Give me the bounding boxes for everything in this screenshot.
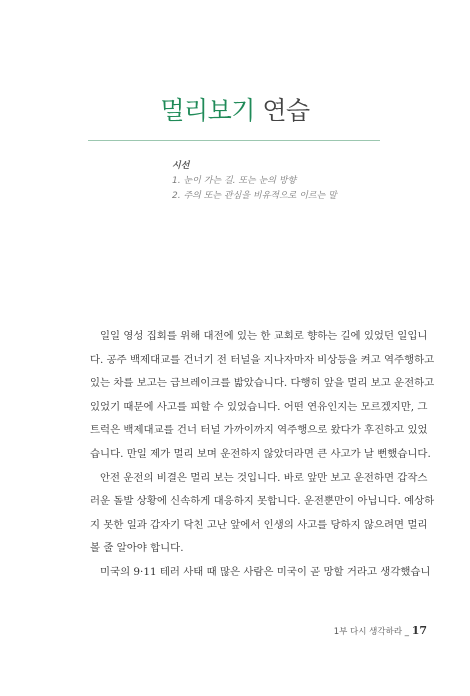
paragraph-line: 미국의 9·11 테러 사태 때 많은 사람은 미국이 곧 망할 거라고 생각했습니 — [100, 565, 431, 578]
title-rest: 연습 — [254, 96, 310, 125]
paragraph-line: 지 못한 일과 갑자기 닥친 고난 앞에서 인생의 사고를 당하지 않으려면 멀리 — [90, 518, 428, 531]
paragraph-line: 일일 영성 집회를 위해 대전에 있는 한 교회로 향하는 길에 있었던 일입니 — [100, 330, 428, 342]
paragraph-line: 트럭은 백제대교를 건너 터널 가까이까지 역주행으로 왔다가 후진하고 있었 — [90, 424, 428, 437]
paragraph-line: 다. 공주 백제대교를 건너기 전 터널을 지나자마자 비상등을 켜고 역주행하고 — [90, 353, 435, 366]
paragraph-line: 볼 줄 알아야 합니다. — [90, 542, 184, 555]
footer-separator: _ — [402, 627, 412, 637]
definition-box — [172, 159, 337, 204]
page-number: 17 — [411, 624, 427, 637]
body-text — [90, 325, 435, 585]
title-accent: 멀리보기 — [160, 96, 255, 125]
page-footer — [334, 624, 427, 637]
page-title — [0, 96, 470, 126]
title-divider — [88, 140, 380, 141]
paragraph-line: 러운 돌발 상황에 신속하게 대응하지 못합니다. 운전뿐만이 아닙니다. 예상하 — [90, 495, 435, 508]
definition-term: 시선 — [172, 161, 190, 171]
definition-item-2: 2. 주의 또는 관심을 비유적으로 이르는 말 — [172, 191, 337, 201]
paragraph-line: 있는 차를 보고는 급브레이크를 밟았습니다. 다행히 앞을 멀리 보고 운전하고 — [90, 377, 435, 390]
definition-item-1: 1. 눈이 가는 길. 또는 눈의 방향 — [172, 176, 297, 186]
footer-section: 1부 다시 생각하라 — [333, 627, 403, 637]
paragraph-line: 있었기 때문에 사고를 피할 수 있었습니다. 어떤 연유인지는 모르겠지만, 그 — [90, 400, 428, 413]
paragraph-line: 습니다. 만일 제가 멀리 보며 운전하지 않았더라면 큰 사고가 날 뻔했습니다. — [90, 447, 431, 460]
paragraph-line: 안전 운전의 비결은 멀리 보는 것입니다. 바로 앞만 보고 운전하면 갑작스 — [100, 471, 428, 484]
